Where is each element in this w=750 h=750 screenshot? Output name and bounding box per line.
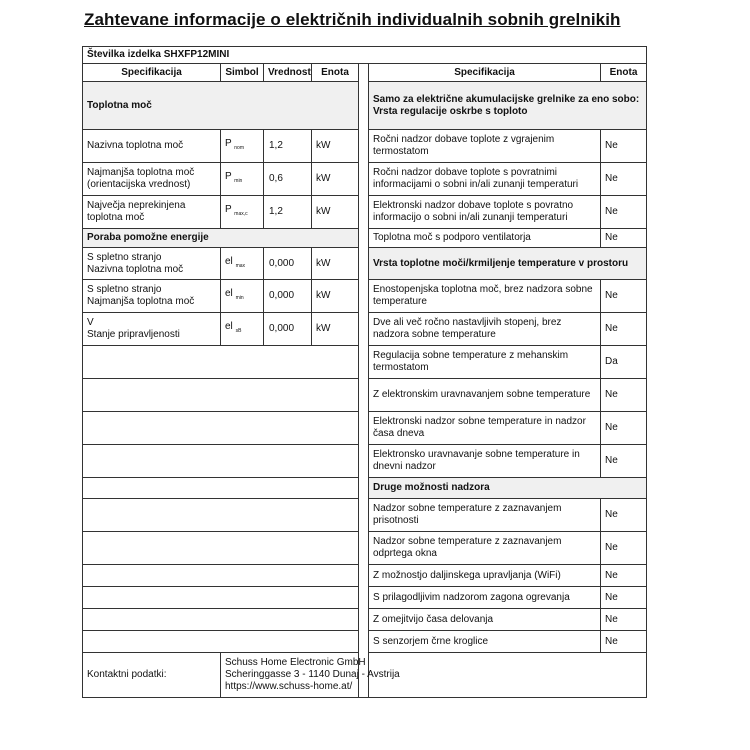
spec-cell: Največja neprekinjena toplotna moč <box>83 196 221 229</box>
unit-cell: Da <box>601 346 647 379</box>
spec-cell: S spletno stranjo Najmanjša toplotna moč <box>83 280 221 313</box>
empty-cell <box>83 609 359 631</box>
empty-cell <box>83 379 359 412</box>
unit-cell: kW <box>312 163 359 196</box>
storage-subtitle: Vrsta regulacije oskrbe s toploto <box>373 105 528 117</box>
unit-cell: Ne <box>601 609 647 631</box>
unit-cell: Ne <box>601 565 647 587</box>
section-heat-output: Toplotna moč <box>83 82 359 130</box>
value-cell: 1,2 <box>264 196 312 229</box>
empty-cell <box>83 445 359 478</box>
spec-cell: S senzorjem črne kroglice <box>369 631 601 653</box>
unit-cell: Ne <box>601 445 647 478</box>
value-cell: 0,000 <box>264 280 312 313</box>
value-cell: 1,2 <box>264 130 312 163</box>
spec-cell: Nadzor sobne temperature z zaznavanjem prisotnosti <box>369 499 601 532</box>
spec-cell: Nadzor sobne temperature z zaznavanjem odprtega okna <box>369 532 601 565</box>
header-spec-right: Specifikacija <box>369 64 601 82</box>
empty-cell <box>83 532 359 565</box>
unit-cell: kW <box>312 196 359 229</box>
symbol-cell: P $_{min}$ <box>221 163 264 196</box>
spec-cell: Elektronski nadzor dobave toplote s povratno informacijo o sobni in/ali zunanji temperaturi <box>369 196 601 229</box>
empty-cell <box>83 346 359 379</box>
contact-website: https://www.schuss-home.at/ <box>225 681 353 692</box>
spec-cell: Toplotna moč s podporo ventilatorja <box>369 229 601 248</box>
contact-company: Schuss Home Electronic GmbH <box>225 657 366 668</box>
unit-cell: Ne <box>601 280 647 313</box>
table-header <box>83 64 647 82</box>
value-cell: 0,6 <box>264 163 312 196</box>
symbol-cell: el $_{sB}$ <box>221 313 264 346</box>
unit-cell: Ne <box>601 163 647 196</box>
unit-cell: Ne <box>601 532 647 565</box>
unit-cell: Ne <box>601 587 647 609</box>
contact-address: Scheringgasse 3 - 1140 Dunaj - Avstrija <box>225 669 400 680</box>
unit-cell: kW <box>312 280 359 313</box>
column-gap <box>359 64 369 698</box>
header-unit-right: Enota <box>601 64 647 82</box>
spec-cell: S prilagodljivim nadzorom zagona ogrevanja <box>369 587 601 609</box>
unit-cell: kW <box>312 313 359 346</box>
header-spec: Specifikacija <box>83 64 221 82</box>
unit-cell: Ne <box>601 499 647 532</box>
spec-cell: V Stanje pripravljenosti <box>83 313 221 346</box>
spec-cell: Dve ali več ročno nastavljivih stopenj, brez nadzora sobne temperature <box>369 313 601 346</box>
empty-cell <box>83 412 359 445</box>
value-cell: 0,000 <box>264 313 312 346</box>
empty-cell <box>83 565 359 587</box>
spec-cell: Ročni nadzor dobave toplote s povratnimi informacijami o sobni in/ali zunanji temperaturi <box>369 163 601 196</box>
document-title: Zahtevane informacije o električnih individualnih sobnih grelnikih <box>84 10 621 29</box>
spec-cell: Ročni nadzor dobave toplote z vgrajenim termostatom <box>369 130 601 163</box>
empty-cell <box>83 587 359 609</box>
empty-cell <box>83 499 359 532</box>
spec-cell: Z možnostjo daljinskega upravljanja (WiFi) <box>369 565 601 587</box>
section-control: Vrsta toplotne moči/krmiljenje temperature v prostoru <box>369 248 647 280</box>
symbol-cell: P $_{nom}$ <box>221 130 264 163</box>
unit-cell: Ne <box>601 379 647 412</box>
symbol-cell: el $_{max}$ <box>221 248 264 280</box>
spec-table <box>82 46 647 698</box>
storage-title: Samo za električne akumulacijske grelnike za eno sobo: <box>373 93 640 105</box>
contact-row <box>83 653 647 698</box>
spec-cell: Elektronsko uravnavanje sobne temperature in dnevni nadzor <box>369 445 601 478</box>
empty-cell <box>83 631 359 653</box>
spec-cell: S spletno stranjo Nazivna toplotna moč <box>83 248 221 280</box>
contact-label: Kontaktni podatki: <box>83 653 221 698</box>
spec-cell: Elektronski nadzor sobne temperature in nadzor časa dneva <box>369 412 601 445</box>
symbol-cell: P $_{max,c}$ <box>221 196 264 229</box>
unit-cell: Ne <box>601 130 647 163</box>
header-symbol: Simbol <box>221 64 264 82</box>
spec-cell: Regulacija sobne temperature z mehanskim termostatom <box>369 346 601 379</box>
unit-cell: Ne <box>601 412 647 445</box>
unit-cell: Ne <box>601 631 647 653</box>
unit-cell: Ne <box>601 196 647 229</box>
unit-cell: Ne <box>601 229 647 248</box>
spec-cell: Z omejitvijo časa delovanja <box>369 609 601 631</box>
value-cell: 0,000 <box>264 248 312 280</box>
unit-cell: Ne <box>601 313 647 346</box>
empty-cell <box>83 478 359 499</box>
contact-info <box>221 653 647 698</box>
model-number: Številka izdelka SHXFP12MINI <box>83 47 647 64</box>
header-value: Vrednost <box>264 64 312 82</box>
unit-cell: kW <box>312 130 359 163</box>
header-unit: Enota <box>312 64 359 82</box>
section-aux-power: Poraba pomožne energije <box>83 229 359 248</box>
section-storage <box>369 82 647 130</box>
spec-cell: Nazivna toplotna moč <box>83 130 221 163</box>
unit-cell: kW <box>312 248 359 280</box>
spec-cell: Najmanjša toplotna moč (orientacijska vrednost) <box>83 163 221 196</box>
symbol-cell: el $_{min}$ <box>221 280 264 313</box>
spec-cell: Z elektronskim uravnavanjem sobne temperature <box>369 379 601 412</box>
spec-cell: Enostopenjska toplotna moč, brez nadzora sobne temperature <box>369 280 601 313</box>
section-other-control: Druge možnosti nadzora <box>369 478 647 499</box>
